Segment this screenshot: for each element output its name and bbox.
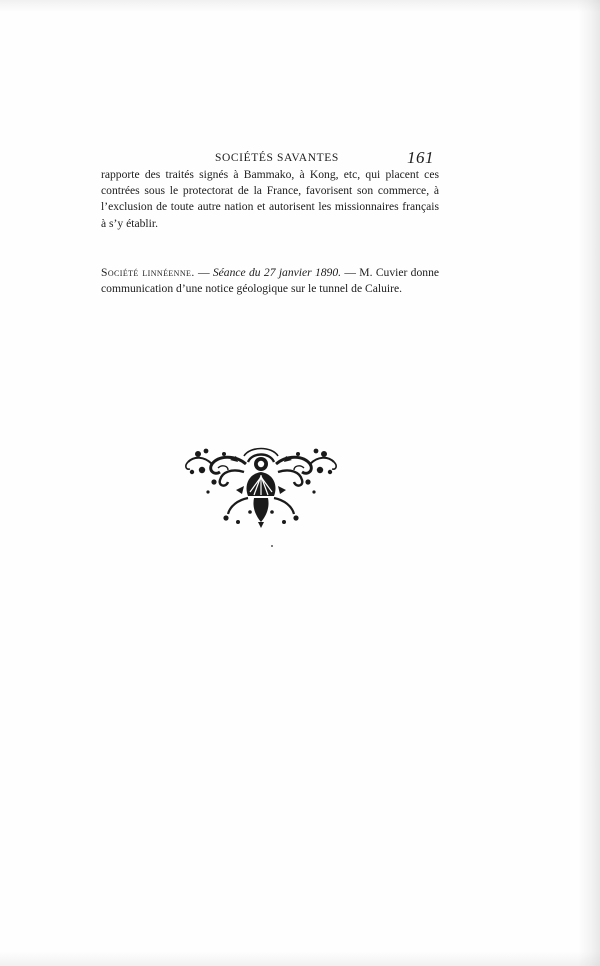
page-edge-bottom	[0, 952, 600, 966]
page-edge-right	[578, 0, 600, 966]
floral-tailpiece-ornament-icon	[178, 442, 344, 530]
page-number: 161	[407, 148, 434, 167]
society-name: Société linnéenne.	[101, 266, 195, 279]
separator-dash: —	[341, 266, 360, 279]
body-paragraph-1: rapporte des traités signés à Bammako, à Kong, etc, qui placent ces contrées sous le protectorat de la France, favorisent son commerce, à l’exclusion de toute autre nation et autorisent les missionnaires français à s’y établir.	[101, 168, 439, 230]
running-title: SOCIÉTÉS SAVANTES	[215, 152, 339, 164]
body-paragraph-2	[101, 265, 439, 297]
seance-date: Séance du 27 janvier 1890.	[212, 266, 342, 279]
page-edge-top	[0, 0, 600, 12]
separator-dash: —	[194, 266, 213, 279]
paragraph-text: M. Cuvier donne communication d’une notice géologique sur le tunnel de Caluire.	[101, 266, 440, 296]
print-speck	[271, 545, 273, 547]
